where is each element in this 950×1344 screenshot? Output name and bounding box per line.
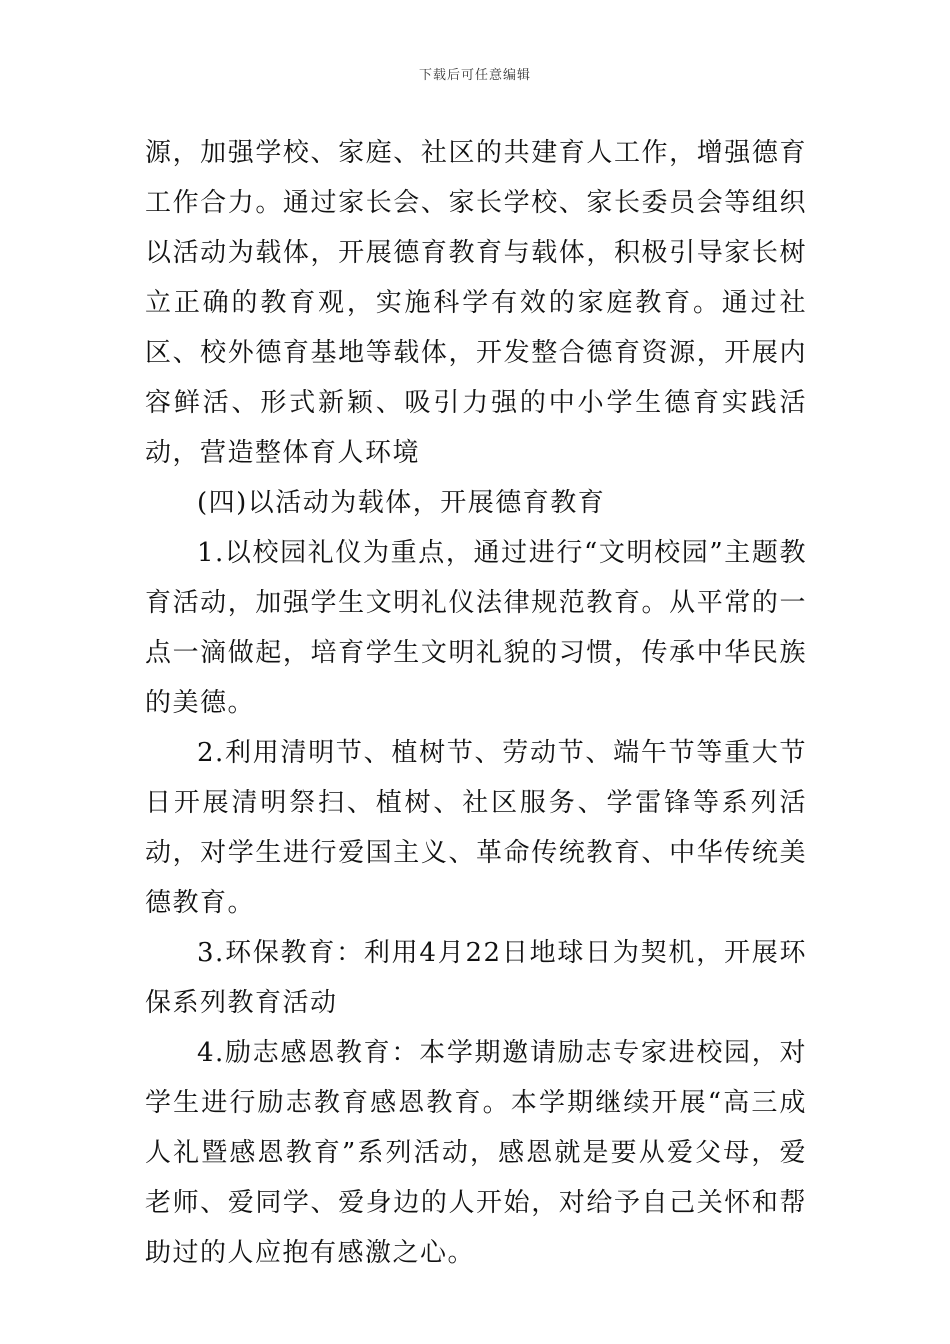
paragraph-item-4: 4.励志感恩教育：本学期邀请励志专家进校园，对学生进行励志教育感恩教育。本学期继续开展“高三成人礼暨感恩教育”系列活动，感恩就是要从爱父母，爱老师、爱同学、爱身边的人开始，对给予自己关怀和帮助过的人应抱有感激之心。 [145,1038,807,1268]
page-header-note: 下载后可任意编辑 [418,68,531,83]
paragraph-item-3: 3.环保教育：利用4月22日地球日为契机，开展环保系列教育活动 [145,938,807,1018]
paragraph-item-1: 1.以校园礼仪为重点，通过进行“文明校园”主题教育活动，加强学生文明礼仪法律规范教育。从平常的一点一滴做起，培育学生文明礼貌的习惯，传承中华民族的美德。 [145,538,807,718]
section-heading: (四)以活动为载体，开展德育教育 [197,488,606,518]
paragraph-item-2: 2.利用清明节、植树节、劳动节、端午节等重大节日开展清明祭扫、植树、社区服务、学雷锋等系列活动，对学生进行爱国主义、革命传统教育、中华传统美德教育。 [145,738,807,918]
paragraph-continuation: 源，加强学校、家庭、社区的共建育人工作，增强德育工作合力。通过家长会、家长学校、家长委员会等组织以活动为载体，开展德育教育与载体，积极引导家长树立正确的教育观，实施科学有效的家庭教育。通过社区、校外德育基地等载体，开发整合德育资源，开展内容鲜活、形式新颖、吸引力强的中小学生德育实践活动，营造整体育人环境 [145,138,807,468]
document-body [145,128,807,1278]
